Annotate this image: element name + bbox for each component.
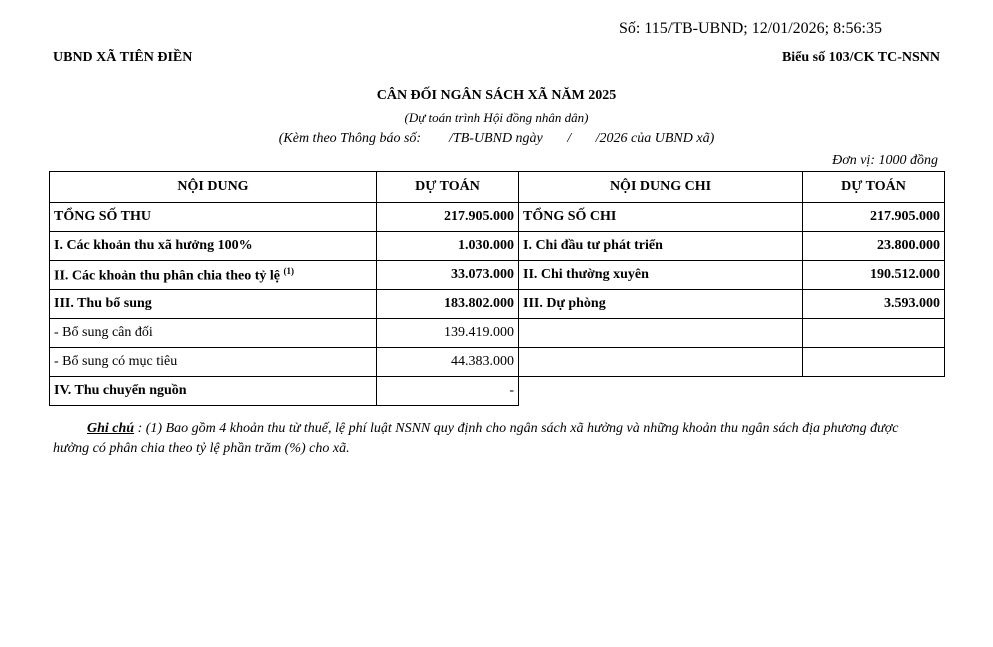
revenue-value: 33.073.000	[377, 261, 519, 290]
revenue-label: III. Thu bổ sung	[50, 290, 377, 319]
revenue-value: 44.383.000	[377, 348, 519, 377]
table-row	[50, 319, 945, 348]
header-revenue-content: NỘI DUNG	[50, 172, 377, 203]
revenue-label-cell	[50, 261, 377, 290]
revenue-label: I. Các khoản thu xã hưởng 100%	[50, 232, 377, 261]
document-stamp: Số: 115/TB-UBND; 12/01/2026; 8:56:35	[619, 20, 882, 37]
table-row	[50, 290, 945, 319]
revenue-value: 217.905.000	[377, 203, 519, 232]
revenue-label: - Bổ sung có mục tiêu	[50, 348, 377, 377]
revenue-label: IV. Thu chuyển nguồn	[50, 377, 377, 406]
revenue-label: TỔNG SỐ THU	[50, 203, 377, 232]
table-row	[50, 261, 945, 290]
header-revenue-estimate: DỰ TOÁN	[377, 172, 519, 203]
expense-value: 217.905.000	[803, 203, 945, 232]
revenue-value: 139.419.000	[377, 319, 519, 348]
table-row	[50, 348, 945, 377]
revenue-value: 1.030.000	[377, 232, 519, 261]
expense-label: TỔNG SỐ CHI	[519, 203, 803, 232]
budget-table	[49, 171, 945, 406]
table-row	[50, 203, 945, 232]
expense-label	[519, 348, 803, 377]
note-text: : (1) Bao gồm 4 khoản thu từ thuế, lệ phí luật NSNN quy định cho ngân sách xã hưởng và những khoản thu ngân sách địa phương được hưởng có phân chia theo tỷ lệ phần trăm (%) cho xã.	[53, 421, 899, 456]
expense-value: 190.512.000	[803, 261, 945, 290]
table-header-row	[50, 172, 945, 203]
expense-label: II. Chi thường xuyên	[519, 261, 803, 290]
table-row	[50, 377, 945, 406]
revenue-label: - Bổ sung cân đối	[50, 319, 377, 348]
table-row	[50, 232, 945, 261]
header-expense-content: NỘI DUNG CHI	[519, 172, 803, 203]
expense-value	[803, 319, 945, 348]
header-expense-estimate: DỰ TOÁN	[803, 172, 945, 203]
revenue-label: II. Các khoản thu phân chia theo tỷ lệ	[54, 268, 280, 284]
revenue-value: -	[377, 377, 519, 406]
document-title: CÂN ĐỐI NGÂN SÁCH XÃ NĂM 2025	[376, 88, 617, 103]
expense-label	[519, 319, 803, 348]
expense-value: 23.800.000	[803, 232, 945, 261]
expense-value: 3.593.000	[803, 290, 945, 319]
expense-value	[803, 348, 945, 377]
revenue-value: 183.802.000	[377, 290, 519, 319]
note-label: Ghi chú	[87, 421, 135, 436]
empty-cell	[519, 377, 945, 406]
attachment-line: (Kèm theo Thông báo số: /TB-UBND ngày / /2026 của UBND xã)	[278, 131, 715, 146]
footnote	[53, 419, 923, 459]
footnote-marker: (1)	[283, 265, 294, 276]
form-code: Biểu số 103/CK TC-NSNN	[781, 50, 940, 65]
unit-label: Đơn vị: 1000 đồng	[832, 153, 938, 168]
organization-name: UBND XÃ TIÊN ĐIỀN	[53, 50, 193, 65]
expense-label: III. Dự phòng	[519, 290, 803, 319]
expense-label: I. Chi đầu tư phát triển	[519, 232, 803, 261]
document-subtitle: (Dự toán trình Hội đồng nhân dân)	[404, 110, 589, 125]
